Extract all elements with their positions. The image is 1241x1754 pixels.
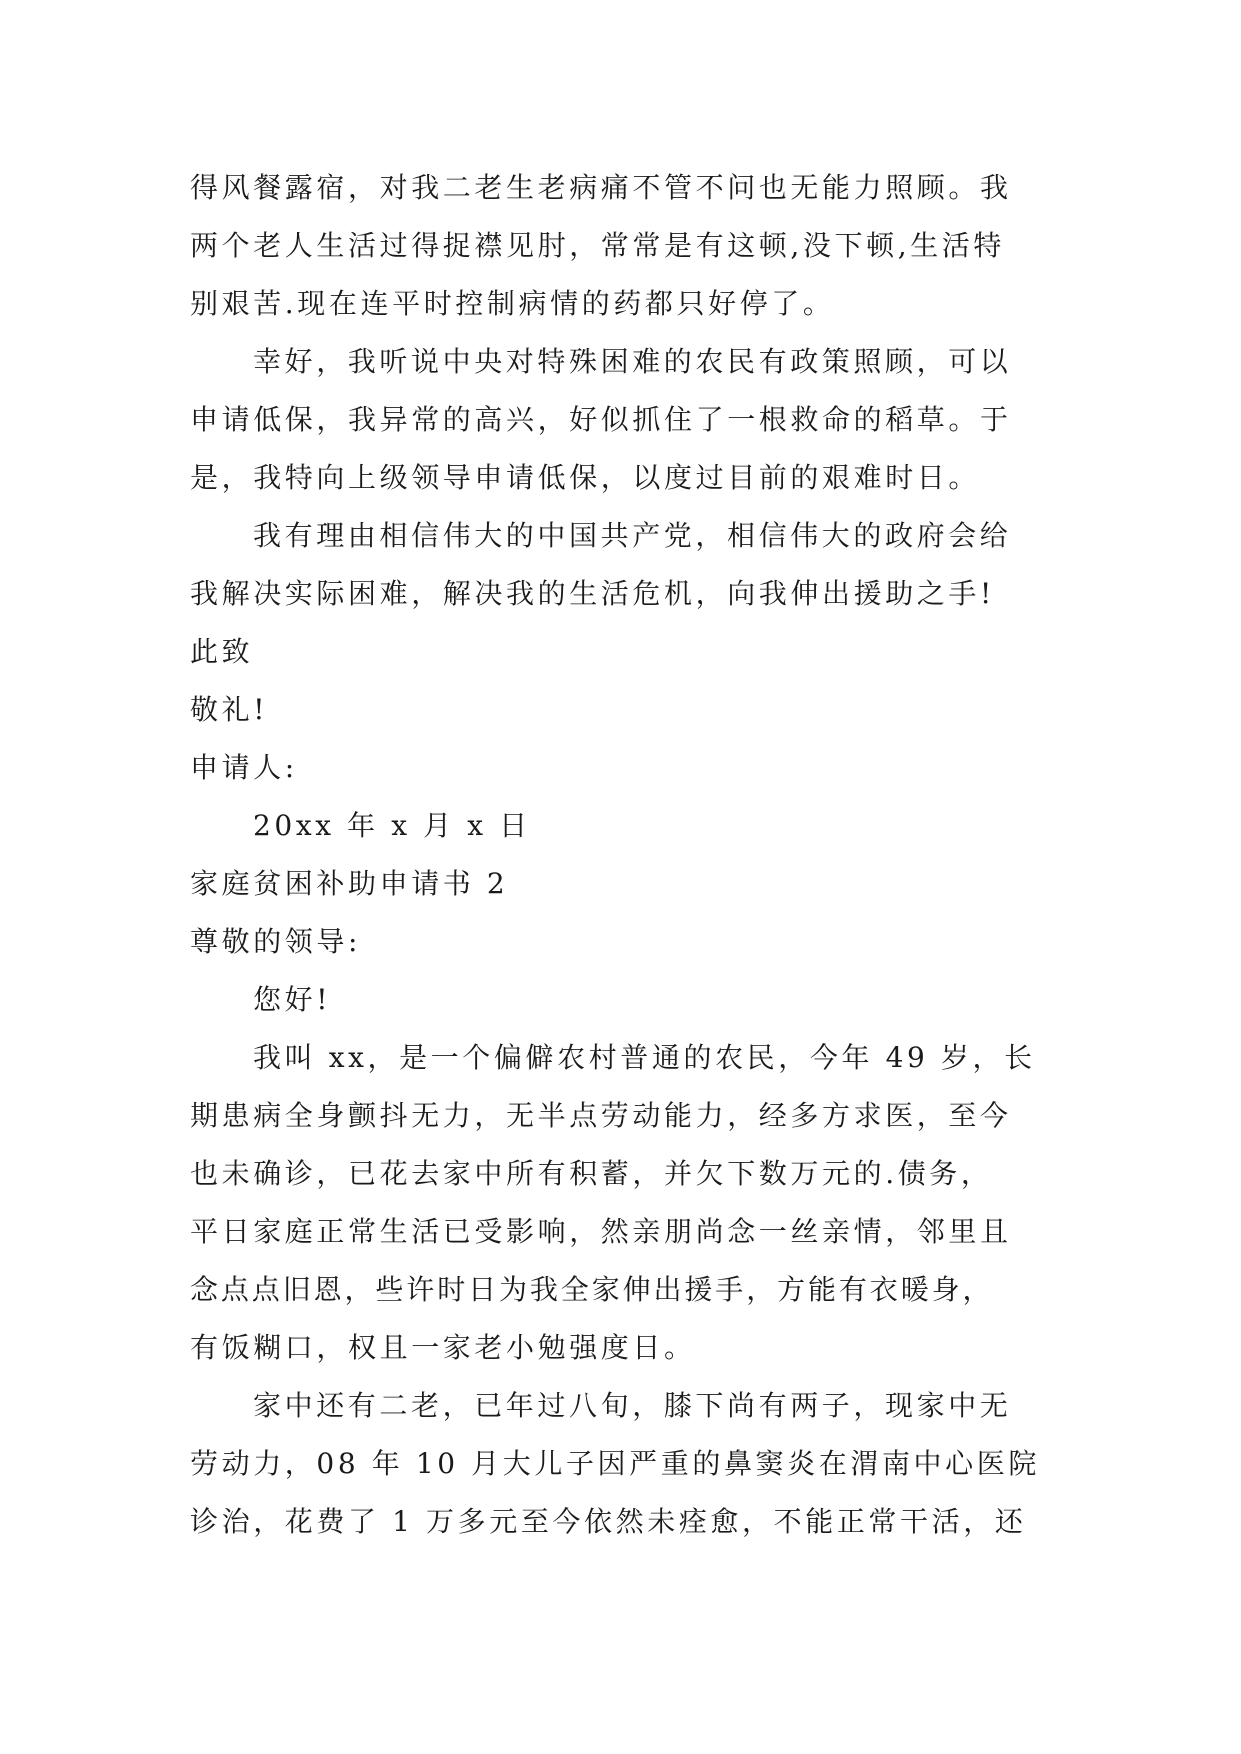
greeting-addressee: 尊敬的领导: <box>190 925 362 958</box>
paragraph-first-line: 我有理由相信伟大的中国共产党，相信伟大的政府会给 <box>253 519 1012 552</box>
body-line: 得风餐露宿，对我二老生老病痛不管不问也无能力照顾。我 <box>190 171 1012 204</box>
applicant-label: 申请人: <box>190 751 298 784</box>
body-line: 两个老人生活过得捉襟见肘，常常是有这顿,没下顿,生活特 <box>190 229 1006 262</box>
paragraph-first-line: 幸好，我听说中央对特殊困难的农民有政策照顾，可以 <box>253 345 1012 378</box>
body-line: 别艰苦.现在连平时控制病情的药都只好停了。 <box>190 287 835 320</box>
body-line: 申请低保，我异常的高兴，好似抓住了一根救命的稻草。于 <box>190 403 1012 436</box>
body-line: 有饭糊口，权且一家老小勉强度日。 <box>190 1331 696 1364</box>
body-line: 平日家庭正常生活已受影响，然亲朋尚念一丝亲情，邻里且 <box>190 1215 1012 1248</box>
section-title: 家庭贫困补助申请书 2 <box>190 867 509 900</box>
body-line: 劳动力，08 年 10 月大儿子因严重的鼻窦炎在渭南中心医院 <box>190 1447 1040 1480</box>
date-line: 20xx 年 x 月 x 日 <box>253 809 531 842</box>
closing-salutation: 此致 <box>190 635 254 668</box>
body-line: 诊治，花费了 1 万多元至今依然未痊愈，不能正常干活，还 <box>190 1505 1027 1538</box>
body-line: 是，我特向上级领导申请低保，以度过目前的艰难时日。 <box>190 461 981 494</box>
closing-respect: 敬礼! <box>190 693 269 726</box>
body-line: 期患病全身颤抖无力，无半点劳动能力，经多方求医，至今 <box>190 1099 1012 1132</box>
body-line: 我解决实际困难，解决我的生活危机，向我伸出援助之手! <box>190 577 995 610</box>
body-line: 念点点旧恩，些许时日为我全家伸出援手，方能有衣暖身， <box>190 1273 994 1306</box>
paragraph-first-line: 我叫 xx，是一个偏僻农村普通的农民，今年 49 岁，长 <box>253 1041 1036 1074</box>
greeting: 您好! <box>253 983 332 1016</box>
paragraph-first-line: 家中还有二老，已年过八旬，膝下尚有两子，现家中无 <box>253 1389 1012 1422</box>
body-line: 也未确诊，已花去家中所有积蓄，并欠下数万元的.债务， <box>190 1157 993 1190</box>
